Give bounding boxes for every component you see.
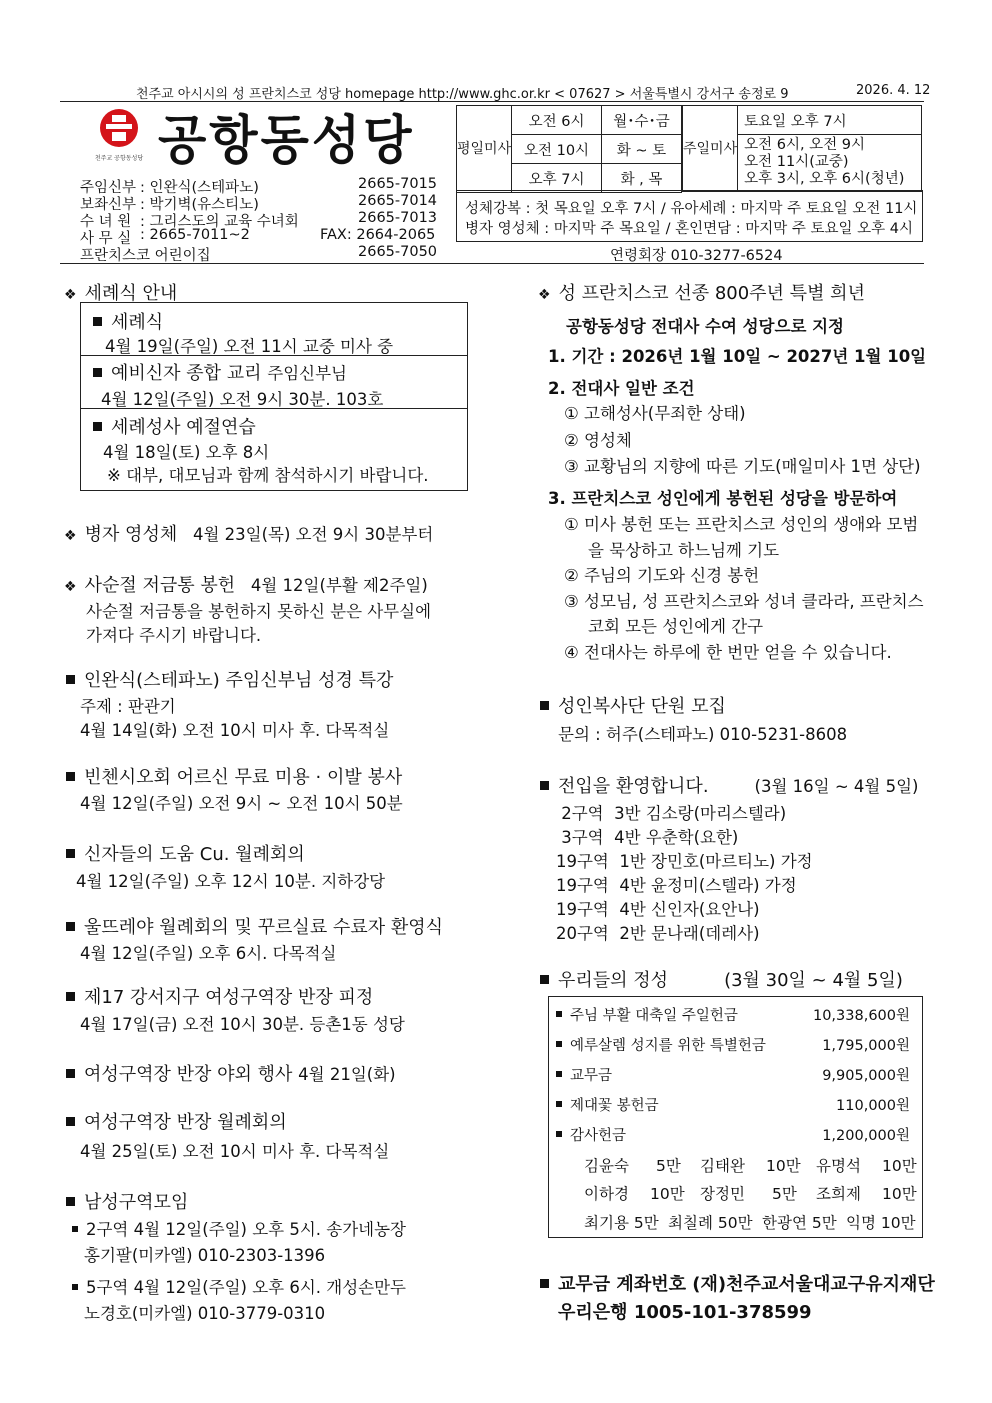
church-logo-icon	[94, 108, 144, 164]
mass-notes-box: 성체강복 : 첫 목요일 오후 7시 / 유아세례 : 마지막 주 토요일 오전 11시 병자 영성체 : 마지막 주 목요일 / 혼인면담 : 마지막 주 토요일 오후 4시	[456, 190, 923, 242]
bible-lecture-text: 주제 : 판관기	[80, 697, 176, 716]
lent-text: 사순절 저금통을 봉헌하지 못하신 분은 사무실에	[86, 602, 432, 621]
welcome-item: 20구역 2반 문나래(데레사)	[556, 924, 760, 943]
men-group-text: 2구역 4월 12일(주일) 오후 5시. 송가네농장	[72, 1216, 406, 1240]
chairman-contact: 연령회장 010-3277-6524	[610, 248, 783, 264]
offering-row: 주님 부활 대축일 주일헌금 10,338,600원	[556, 1004, 916, 1025]
offering-row: 제대꽃 봉헌금 110,000원	[556, 1094, 916, 1115]
baptism-heading: ❖ 세례식 안내	[64, 283, 178, 304]
condition-item: ② 영성체	[564, 431, 632, 450]
thanks-row: 김윤숙 5만 김태완 10만 유명석 10만	[584, 1157, 917, 1175]
women17-text: 4월 17일(금) 오전 10시 30분. 등촌1동 성당	[80, 1015, 405, 1034]
visit-item: 코회 모든 성인에게 간구	[588, 617, 764, 636]
visit-item: ③ 성모님, 성 프란치스코와 성녀 클라라, 프란치스	[564, 592, 924, 611]
offering-row: 교무금 9,905,000원	[556, 1064, 916, 1085]
jubilee-heading: ❖ 성 프란치스코 선종 800주년 특별 희년	[538, 283, 865, 304]
welcome-item: 19구역 1반 장민호(마르티노) 가정	[556, 852, 813, 871]
staff-row: 사 무 실 : 2665-7011~2 FAX: 2664-2065	[80, 227, 436, 247]
baptism-box: 세례식 4월 19일(주일) 오전 11시 교중 미사 중 예비신자 종합 교리 주임신부님 4월 12일(주일) 오전 9시 30분. 103호 세례성사 예절연습 4월 18일(토) 오후 8시 ※ 대부, 대모님과 함께 참석하시기 바랍니다.	[80, 302, 468, 491]
visit-item: 을 묵상하고 하느님께 기도	[588, 541, 780, 560]
welcome-item: 19구역 4반 윤정미(스텔라) 가정	[556, 876, 797, 895]
monthly-meeting-text: 4월 25일(토) 오전 10시 미사 후. 다목적실	[80, 1142, 390, 1161]
offering-row: 예루살렘 성지를 위한 특별헌금 1,795,000원	[556, 1034, 916, 1055]
staff-row: 수 녀 원 : 그리스도의 교육 수녀회 2665-7013	[80, 210, 438, 230]
welcome-heading: 전입을 환영합니다. (3월 16일 ~ 4월 5일)	[540, 772, 918, 798]
header-bottom-divider	[60, 263, 924, 264]
thanks-row: 최기용 5만 최칠례 50만 한광연 5만 익명 10만	[584, 1214, 916, 1232]
condition-item: ① 고해성사(무죄한 상태)	[564, 404, 746, 423]
vincent-heading: 빈첸시오회 어르신 무료 미용 · 이발 봉사	[66, 763, 402, 789]
sunday-mass-label: 주일미사	[683, 106, 738, 192]
page-title: 공항동성당	[158, 109, 415, 171]
visit-item: ④ 전대사는 하루에 한 번만 얻을 수 있습니다.	[564, 643, 892, 662]
cu-text: 4월 12일(주일) 오후 12시 10분. 지하강당	[76, 872, 386, 891]
visit-item: ② 주님의 기도와 신경 봉헌	[564, 566, 760, 585]
condition-heading: 2. 전대사 일반 조건	[548, 379, 695, 398]
women17-heading: 제17 강서지구 여성구역장 반장 피정	[66, 983, 373, 1009]
monthly-meeting-heading: 여성구역장 반장 월례회의	[66, 1108, 287, 1134]
header-date: 2026. 4. 12	[856, 83, 931, 98]
staff-row: 보좌신부 : 박기벽(유스티노) 2665-7014	[80, 193, 438, 213]
header-line: 천주교 아시시의 성 프란치스코 성당 homepage http://www.ghc.or.kr < 07627 > 서울특별시 강서구 송정로 9	[136, 87, 789, 102]
thanks-row: 이하경 10만 장정민 5만 조희제 10만	[584, 1185, 917, 1203]
men-group-heading: 남성구역모임	[66, 1188, 188, 1214]
offering-row: 감사헌금 1,200,000원	[556, 1124, 916, 1145]
recruit-text: 문의 : 허주(스테파노) 010-5231-8608	[558, 725, 848, 744]
staff-row: 주임신부 : 인완식(스테파노) 2665-7015	[80, 176, 438, 196]
weekday-mass-label: 평일미사	[457, 106, 512, 193]
visit-item: ① 미사 봉헌 또는 프란치스코 성인의 생애와 모범	[564, 515, 919, 534]
men-group-text: 홍기팔(미카엘) 010-2303-1396	[84, 1246, 326, 1265]
welcome-item: 19구역 4반 신인자(요안나)	[556, 900, 760, 919]
sunday-mass-table: 주일미사 토요일 오후 7시 오전 6시, 오전 9시 오전 11시(교중) 오후 3시, 오후 6시(청년)	[682, 105, 922, 192]
staff-row: 프란치스코 어린이집 2665-7050	[80, 244, 438, 264]
sick-communion-heading: ❖ 병자 영성체 4월 23일(목) 오전 9시 30분부터	[64, 524, 434, 545]
jubilee-period: 1. 기간 : 2026년 1월 10일 ~ 2027년 1월 10일	[548, 347, 927, 366]
jubilee-subtitle: 공항동성당 전대사 수여 성당으로 지정	[566, 317, 845, 336]
bible-lecture-heading: 인완식(스테파노) 주임신부님 성경 특강	[66, 666, 393, 692]
lent-text: 가져다 주시기 바랍니다.	[86, 626, 262, 645]
men-group-text: 5구역 4월 12일(주일) 오후 6시. 개성손만두	[72, 1274, 406, 1298]
welcome-item: 2구역 3반 김소랑(마리스텔라)	[556, 804, 787, 823]
weekday-mass-table: 평일미사 오전 6시 월･수･금 오전 10시 화 ~ 토 오후 7시 화 , 목	[456, 105, 682, 193]
logo-text: 천주교 공항동성당	[94, 155, 144, 162]
outdoor-heading: 여성구역장 반장 야외 행사 4월 21일(화)	[66, 1060, 396, 1086]
offering-heading: 우리들의 정성 (3월 30일 ~ 4월 5일)	[540, 966, 903, 992]
men-group-text: 노경호(미카엘) 010-3779-0310	[84, 1304, 326, 1323]
cu-heading: 신자들의 도움 Cu. 월례회의	[66, 840, 305, 866]
welcome-item: 3구역 4반 우춘학(요한)	[556, 828, 739, 847]
condition-item: ③ 교황님의 지향에 따른 기도(매일미사 1면 상단)	[564, 457, 921, 476]
recruit-heading: 성인복사단 단원 모집	[540, 692, 726, 718]
account-heading: 교무금 계좌번호 (재)천주교서울대교구유지재단	[540, 1270, 935, 1296]
ultreya-text: 4월 12일(주일) 오후 6시. 다목적실	[80, 944, 337, 963]
visit-heading: 3. 프란치스코 성인에게 봉헌된 성당을 방문하여	[548, 489, 898, 508]
vincent-text: 4월 12일(주일) 오전 9시 ~ 오전 10시 50분	[80, 794, 403, 813]
bible-lecture-text: 4월 14일(화) 오전 10시 미사 후. 다목적실	[80, 721, 390, 740]
ultreya-heading: 울뜨레야 월례회의 및 꾸르실료 수료자 환영식	[66, 913, 443, 939]
lent-heading: ❖ 사순절 저금통 봉헌 4월 12일(부활 제2주일)	[64, 575, 428, 596]
account-number: 우리은행 1005-101-378599	[558, 1302, 812, 1323]
